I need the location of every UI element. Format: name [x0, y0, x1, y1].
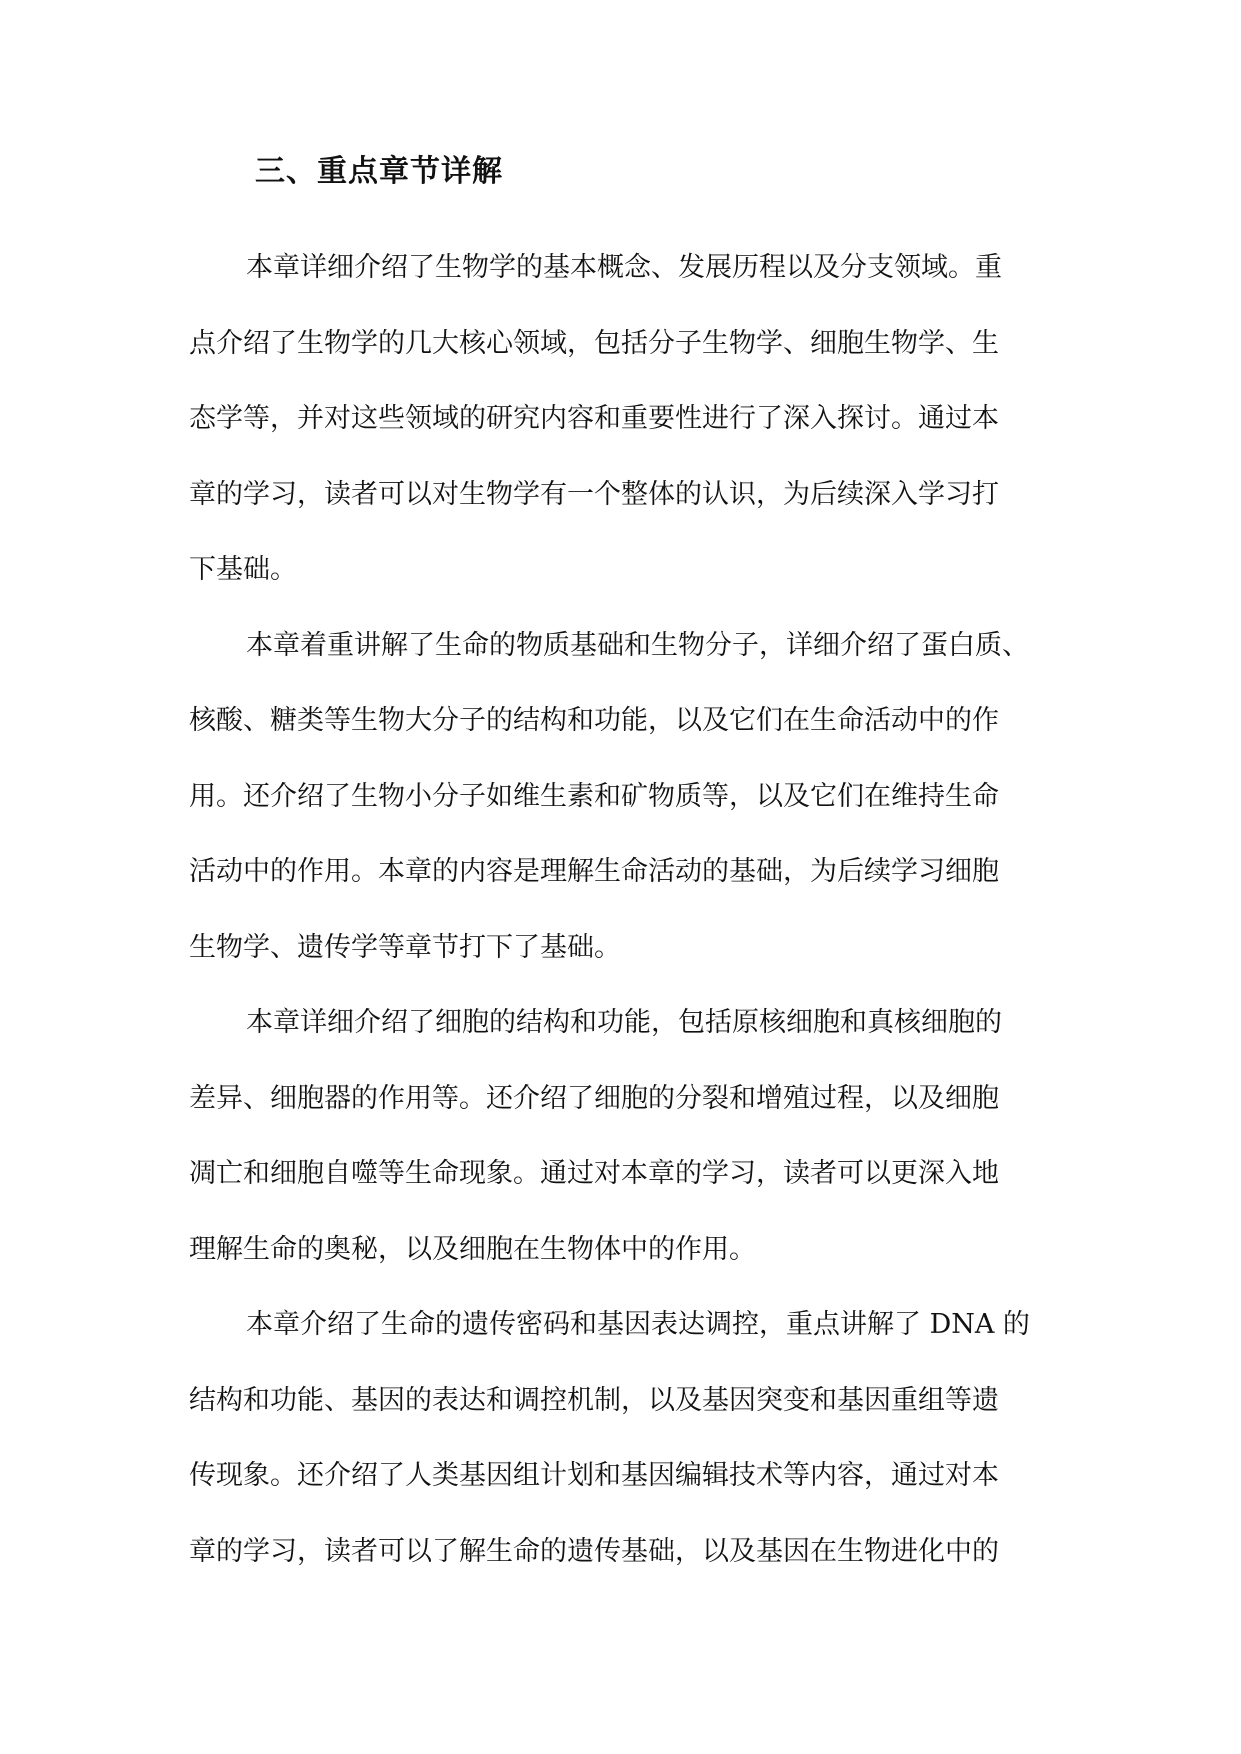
paragraph-4-line-4: 章的学习，读者可以了解生命的遗传基础，以及基因在生物进化中的	[189, 1535, 999, 1567]
paragraph-3-line-3: 凋亡和细胞自噬等生命现象。通过对本章的学习，读者可以更深入地	[189, 1158, 999, 1189]
paragraph-1-line-2: 点介绍了生物学的几大核心领域，包括分子生物学、细胞生物学、生	[189, 327, 999, 359]
section-heading: 三、重点章节详解	[255, 154, 503, 189]
paragraph-3-line-2: 差异、细胞器的作用等。还介绍了细胞的分裂和增殖过程，以及细胞	[189, 1082, 999, 1114]
paragraph-2-line-1: 本章着重讲解了生命的物质基础和生物分子，详细介绍了蛋白质、	[246, 629, 1029, 661]
paragraph-2-line-5: 生物学、遗传学等章节打下了基础。	[189, 931, 621, 963]
paragraph-1-line-5: 下基础。	[189, 554, 297, 585]
paragraph-1-line-1: 本章详细介绍了生物学的基本概念、发展历程以及分支领域。重	[246, 252, 1002, 283]
paragraph-1-line-4: 章的学习，读者可以对生物学有一个整体的认识，为后续深入学习打	[189, 478, 999, 510]
paragraph-4-line-3: 传现象。还介绍了人类基因组计划和基因编辑技术等内容，通过对本	[189, 1460, 999, 1491]
paragraph-1-line-3: 态学等，并对这些领域的研究内容和重要性进行了深入探讨。通过本	[189, 403, 999, 434]
paragraph-3-line-4: 理解生命的奥秘，以及细胞在生物体中的作用。	[189, 1233, 756, 1265]
paragraph-4-line-2: 结构和功能、基因的表达和调控机制，以及基因突变和基因重组等遗	[189, 1384, 999, 1416]
paragraph-3-line-1: 本章详细介绍了细胞的结构和功能，包括原核细胞和真核细胞的	[246, 1007, 1002, 1038]
paragraph-2-line-4: 活动中的作用。本章的内容是理解生命活动的基础，为后续学习细胞	[189, 856, 999, 887]
body-text	[189, 230, 1069, 1589]
paragraph-2-line-3: 用。还介绍了生物小分子如维生素和矿物质等，以及它们在维持生命	[189, 780, 999, 812]
paragraph-4-line-1: 本章介绍了生命的遗传密码和基因表达调控，重点讲解了 DNA 的	[246, 1309, 1030, 1340]
paragraph-2-line-2: 核酸、糖类等生物大分子的结构和功能，以及它们在生命活动中的作	[189, 705, 999, 736]
